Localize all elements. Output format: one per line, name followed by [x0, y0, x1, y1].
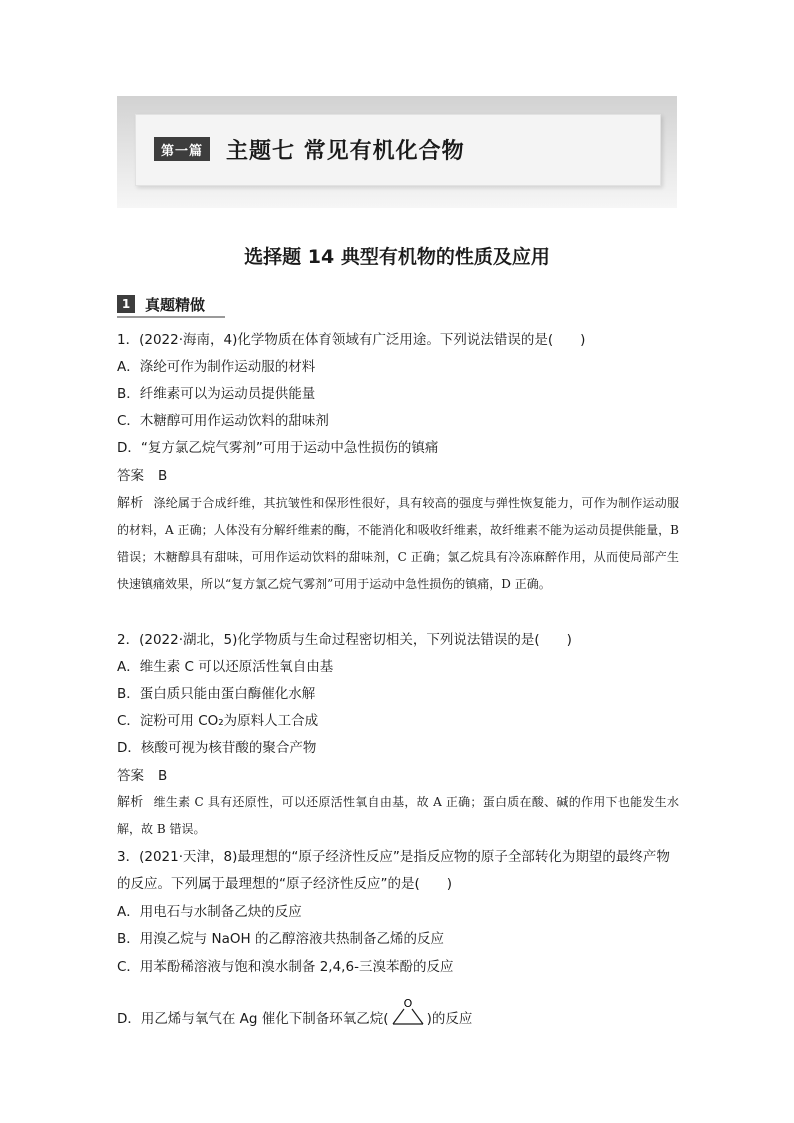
- question-1-answer: [117, 467, 167, 485]
- question-1-stem: 1．(2022·海南，4)化学物质在体育领域有广泛用途。下列说法错误的是( ): [117, 332, 586, 348]
- epoxide-oxygen-label: O: [403, 997, 412, 1010]
- question-3-stem: 3．(2021·天津，8)最理想的“原子经济性反应”是指反应物的原子全部转化为期望的最终产物的反应。下列属于最理想的“原子经济性反应”的是( ): [117, 849, 670, 892]
- section-label: 真题精做: [145, 296, 206, 314]
- question-1-option-d: D．“复方氯乙烷气雾剂”可用于运动中急性损伤的镇痛: [117, 440, 439, 456]
- question-3-option-d: [117, 997, 472, 1028]
- section-number-icon: 1: [117, 295, 135, 313]
- option-d-text: D．用乙烯与氧气在 Ag 催化下制备环氧乙烷(: [117, 1011, 389, 1027]
- answer-label: 答案: [117, 768, 144, 784]
- question-2-option-a: A．维生素 C 可以还原活性氧自由基: [117, 659, 334, 675]
- question-3-option-b: B．用溴乙烷与 NaOH 的乙醇溶液共热制备乙烯的反应: [117, 931, 444, 947]
- question-2-option-b: B．蛋白质只能由蛋白酶催化水解: [117, 686, 316, 702]
- topic-title: 主题七 常见有机化合物: [226, 139, 465, 164]
- analysis-label: 解析: [117, 496, 144, 511]
- answer-value: B: [158, 468, 168, 484]
- question-2-answer: [117, 767, 167, 785]
- question-1-option-b: B．纤维素可以为运动员提供能量: [117, 386, 316, 402]
- part-badge: 第一篇: [154, 137, 210, 161]
- question-2-analysis: [117, 789, 679, 843]
- question-2-stem: 2．(2022·湖北，5)化学物质与生命过程密切相关，下列说法错误的是( ): [117, 632, 572, 648]
- analysis-text: 涤纶属于合成纤维，其抗皱性和保形性很好，具有较高的强度与弹性恢复能力，可作为制作运动服的材料，A 正确；人体没有分解纤维素的酶，不能消化和吸收纤维素，故纤维素不能为运动员提供能量，B 错误；木糖醇具有甜味，可用作运动饮料的甜味剂，C 正确；氯乙烷具有冷冻麻醉作用，从而使局部产生快速镇痛效果，所以“复方氯乙烷气雾剂”可用于运动中急性损伤的镇痛，D 正确。: [117, 496, 679, 591]
- section-heading: [117, 294, 225, 318]
- option-d-tail: )的反应: [426, 1011, 473, 1027]
- question-3-option-a: A．用电石与水制备乙炔的反应: [117, 904, 302, 920]
- question-2-option-c: C．淀粉可用 CO₂为原料人工合成: [117, 713, 319, 729]
- epoxide-structure-icon: [390, 997, 426, 1027]
- question-3-option-c: C．用苯酚稀溶液与饱和溴水制备 2,4,6-三溴苯酚的反应: [117, 959, 454, 975]
- analysis-text: 维生素 C 具有还原性，可以还原活性氧自由基，故 A 正确；蛋白质在酸、碱的作用下也能发生水解，故 B 错误。: [117, 795, 679, 836]
- document-title: 选择题 14 典型有机物的性质及应用: [244, 246, 550, 268]
- question-1-option-a: A．涤纶可作为制作运动服的材料: [117, 359, 316, 375]
- answer-label: 答案: [117, 468, 144, 484]
- answer-value: B: [158, 768, 168, 784]
- analysis-label: 解析: [117, 795, 144, 810]
- question-2-option-d: D．核酸可视为核苷酸的聚合产物: [117, 740, 317, 756]
- question-1-analysis: [117, 490, 679, 598]
- question-1-option-c: C．木糖醇可用作运动饮料的甜味剂: [117, 413, 329, 429]
